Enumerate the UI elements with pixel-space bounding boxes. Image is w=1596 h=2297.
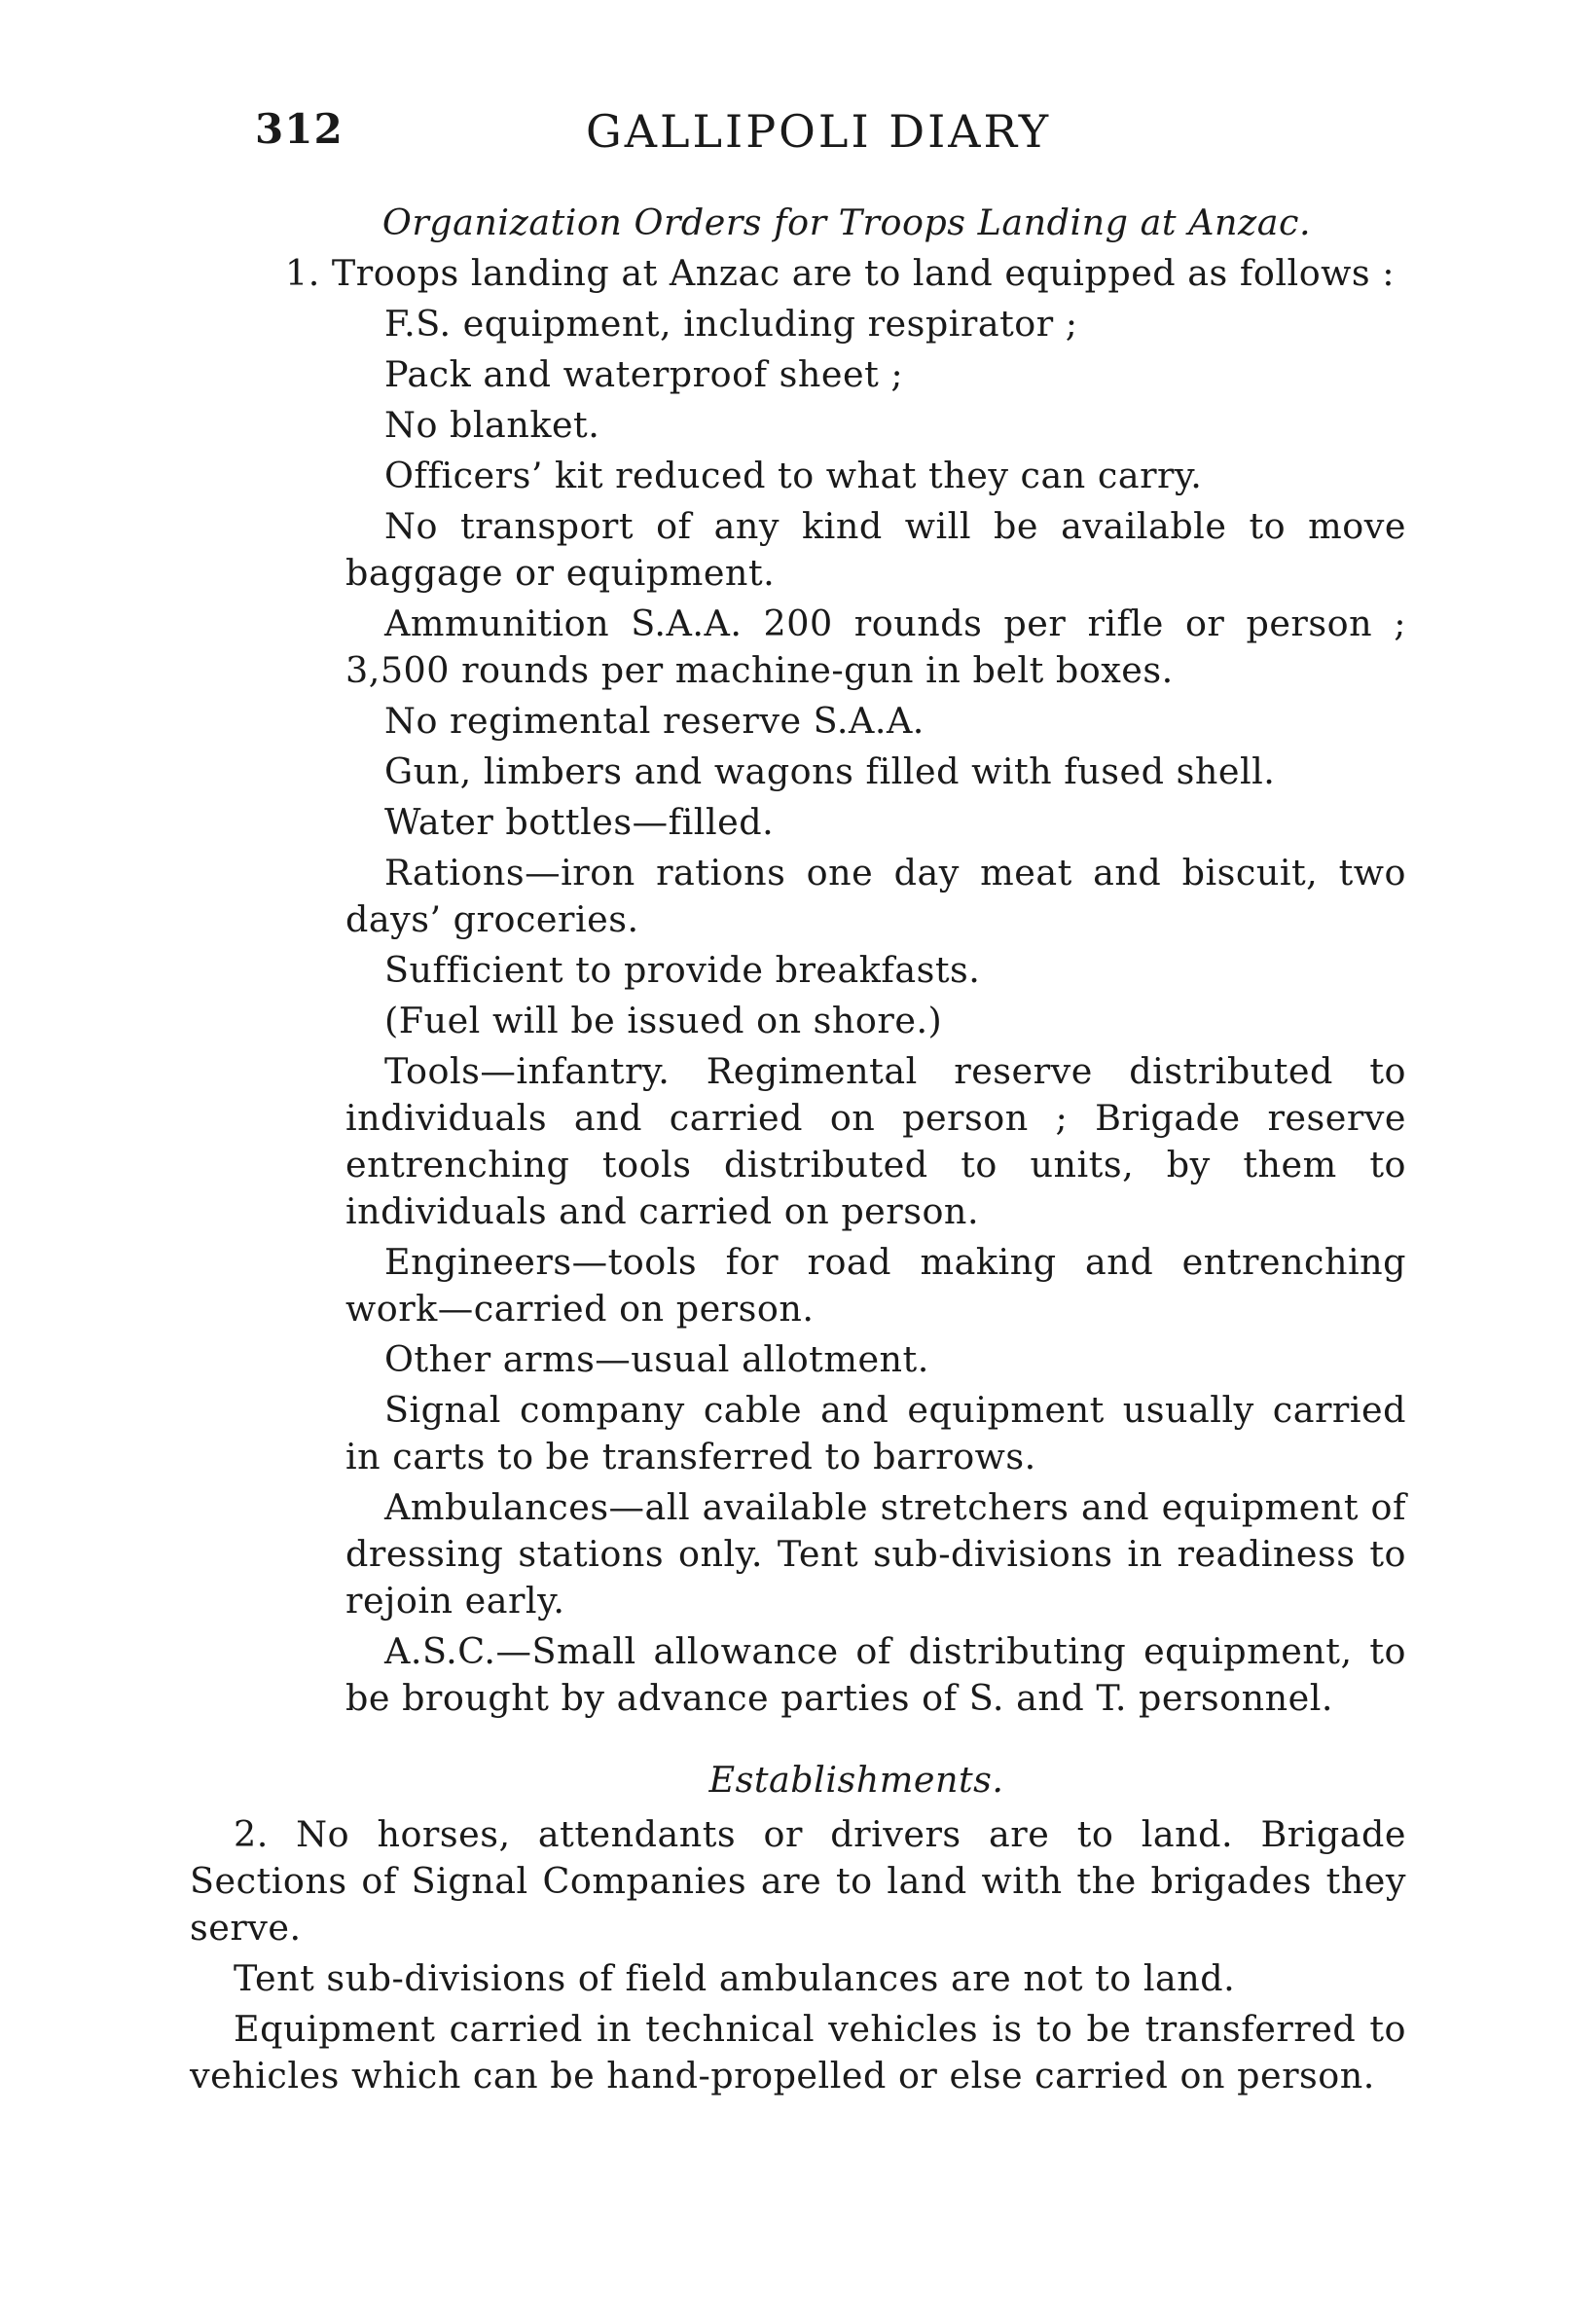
list-item: Tools—infantry. Regimental reserve distributed to individuals and carried on person ; Brigade reserve entrenching tools distributed to units, by them to individuals and carried on person. [345,1050,1406,1232]
list-item: Ambulances—all available stretchers and equipment of dressing stations only. Tent sub-divisions in readiness to rejoin early. [345,1486,1406,1622]
establishments-heading: Establishments. [708,1759,1004,1801]
body-text [190,200,1406,2103]
list-item: No regimental reserve S.A.A. [384,700,925,742]
equipment-list [268,301,1406,1722]
list-item: Water bottles—filled. [384,801,775,843]
book-title: GALLIPOLI DIARY [586,105,1052,158]
paragraph: Equipment carried in technical vehicles is to be transferred to vehicles which can be hand-propelled or else carried on person. [190,2008,1406,2096]
list-item: Rations—iron rations one day meat and biscuit, two days’ groceries. [345,852,1406,940]
list-item: Sufficient to provide breakfasts. [384,949,981,991]
paragraph: Tent sub-divisions of field ambulances are not to land. [234,1957,1236,1999]
list-item: Pack and waterproof sheet ; [384,353,904,395]
paragraph: 2. No horses, attendants or drivers are to land. Brigade Sections of Signal Companies are to land with the brigades they serve. [190,1813,1406,1949]
list-item: No transport of any kind will be available to move baggage or equipment. [345,505,1406,594]
page-number: 312 [255,105,344,153]
list-item: Gun, limbers and wagons filled with fused shell. [384,750,1276,792]
list-item: F.S. equipment, including respirator ; [384,303,1078,345]
list-item: (Fuel will be issued on shore.) [384,1000,943,1041]
section-heading: Organization Orders for Troops Landing at Anzac. [381,201,1312,243]
item-1-lead: 1. Troops landing at Anzac are to land equipped as follows : [285,252,1396,294]
list-item: Officers’ kit reduced to what they can carry. [384,455,1203,496]
list-item: A.S.C.—Small allowance of distributing equipment, to be brought by advance parties of S. and T. personnel. [345,1630,1406,1719]
list-item: Signal company cable and equipment usually carried in carts to be transferred to barrows. [345,1389,1406,1477]
list-item: No blanket. [384,404,600,446]
list-item: Engineers—tools for road making and entrenching work—carried on person. [345,1241,1406,1330]
running-head [255,105,1403,173]
list-item: Other arms—usual allotment. [384,1338,929,1380]
list-item: Ammunition S.A.A. 200 rounds per rifle or person ; 3,500 rounds per machine-gun in belt boxes. [345,602,1406,691]
